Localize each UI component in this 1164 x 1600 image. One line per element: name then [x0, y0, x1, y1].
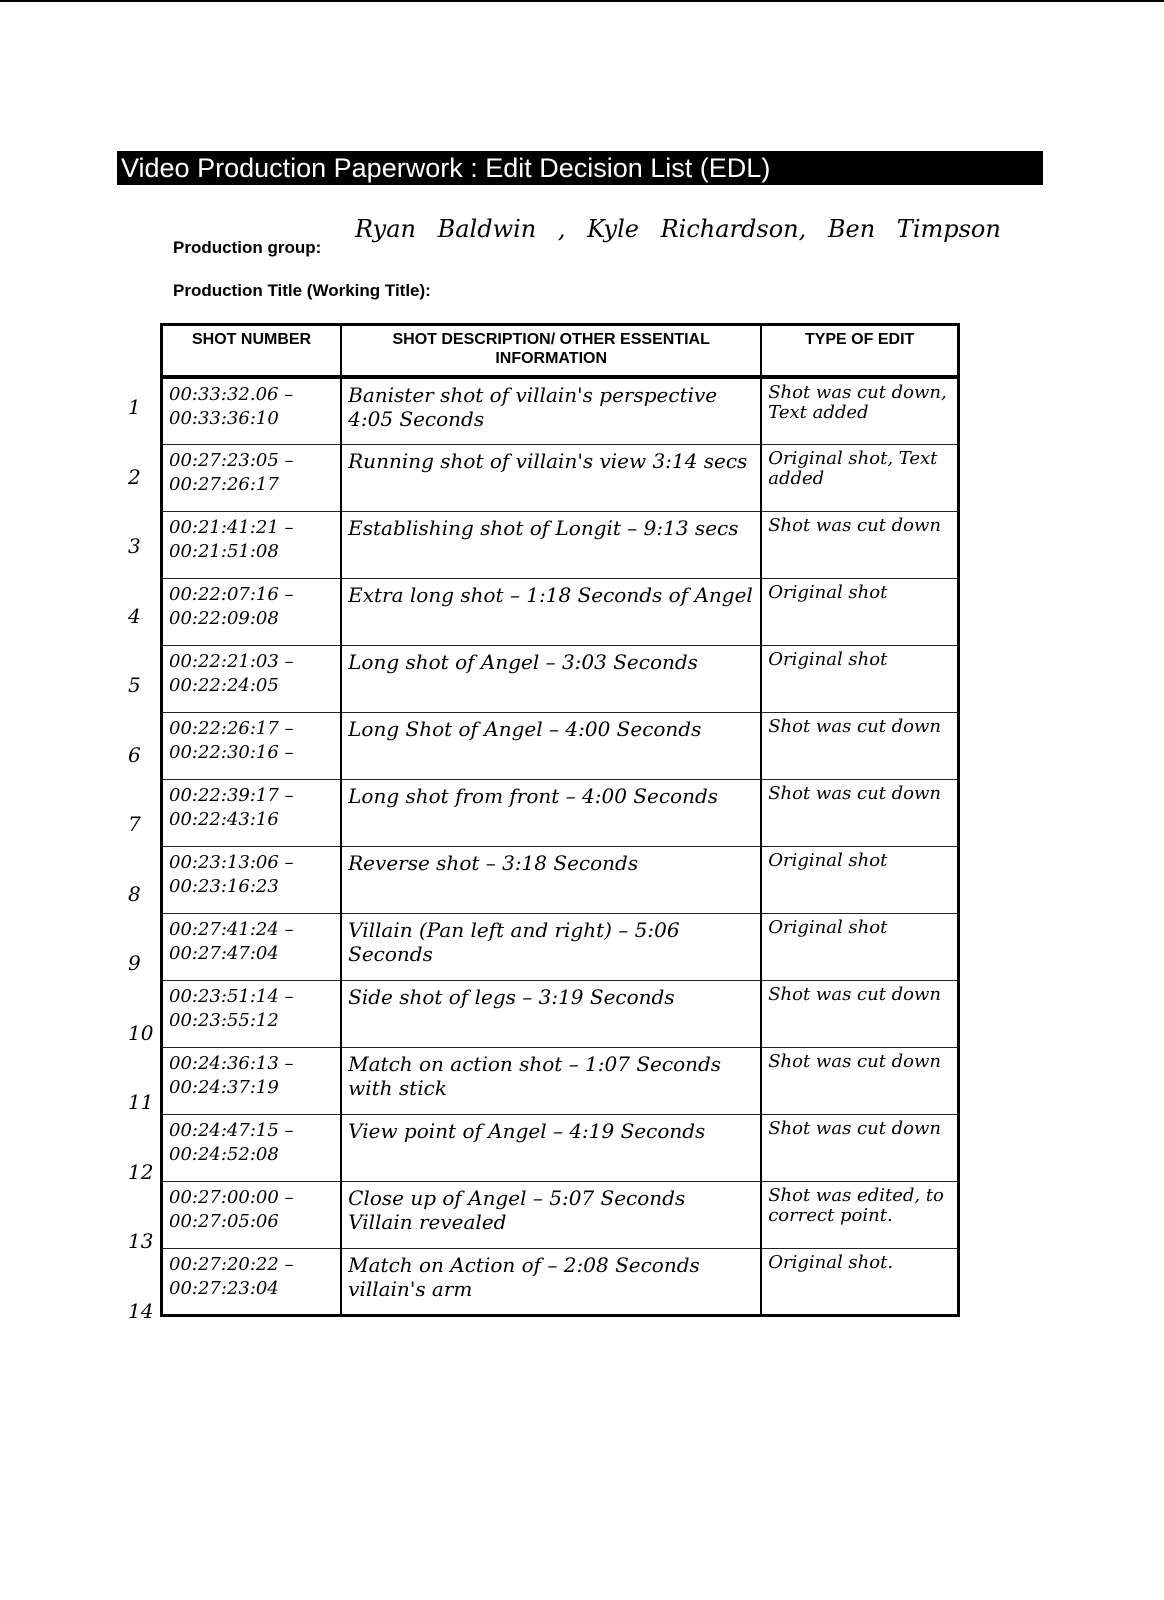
table-row — [162, 712, 959, 779]
row-number: 1 — [128, 395, 141, 419]
table-row — [162, 1114, 959, 1181]
table-row — [162, 578, 959, 645]
row-number: 12 — [128, 1159, 154, 1184]
description-cell: Banister shot of villain's perspective 4:05 Seconds — [341, 377, 761, 444]
timecode-cell: 00:33:32.06 – 00:33:36:10 — [162, 377, 342, 444]
edit-type-cell: Shot was cut down — [761, 511, 958, 578]
document-title: Video Production Paperwork : Edit Decision List (EDL) — [117, 151, 1043, 185]
description-cell: Long Shot of Angel – 4:00 Seconds — [341, 712, 761, 779]
scan-edge-line — [0, 0, 1164, 2]
edit-type-cell: Original shot — [761, 578, 958, 645]
timecode-cell: 00:27:23:05 – 00:27:26:17 — [162, 444, 342, 511]
edit-type-cell: Shot was cut down — [761, 1047, 958, 1114]
table-row — [162, 1047, 959, 1114]
production-title-label: Production Title (Working Title): — [173, 281, 431, 300]
description-cell: Match on Action of – 2:08 Seconds villain's arm — [341, 1248, 761, 1315]
description-cell: Side shot of legs – 3:19 Seconds — [341, 980, 761, 1047]
timecode-cell: 00:23:13:06 – 00:23:16:23 — [162, 846, 342, 913]
row-number: 7 — [128, 812, 141, 836]
row-number: 13 — [128, 1229, 154, 1253]
header-shot-number: SHOT NUMBER — [162, 325, 342, 378]
table-row — [162, 779, 959, 846]
timecode-cell: 00:27:41:24 – 00:27:47:04 — [162, 913, 342, 980]
table-row — [162, 913, 959, 980]
table-row — [162, 1248, 959, 1315]
table-row — [162, 980, 959, 1047]
edit-type-cell: Shot was cut down — [761, 779, 958, 846]
header-type-of-edit: TYPE OF EDIT — [761, 325, 958, 378]
table-row — [162, 1181, 959, 1248]
description-cell: Extra long shot – 1:18 Seconds of Angel — [341, 578, 761, 645]
timecode-cell: 00:24:36:13 – 00:24:37:19 — [162, 1047, 342, 1114]
timecode-cell: 00:23:51:14 – 00:23:55:12 — [162, 980, 342, 1047]
table-row — [162, 645, 959, 712]
edit-type-cell: Shot was cut down — [761, 980, 958, 1047]
table-row — [162, 846, 959, 913]
table-header-row — [162, 325, 959, 378]
description-cell: Running shot of villain's view 3:14 secs — [341, 444, 761, 511]
table-row — [162, 377, 959, 444]
row-number: 9 — [128, 951, 141, 975]
edit-type-cell: Shot was edited, to correct point. — [761, 1181, 958, 1248]
edit-type-cell: Shot was cut down — [761, 712, 958, 779]
timecode-cell: 00:22:39:17 – 00:22:43:16 — [162, 779, 342, 846]
row-number: 6 — [128, 742, 141, 767]
description-cell: View point of Angel – 4:19 Seconds — [341, 1114, 761, 1181]
row-number: 3 — [128, 534, 141, 558]
edl-table — [160, 323, 960, 1317]
production-group-label: Production group: — [173, 238, 322, 257]
timecode-cell: 00:27:00:00 – 00:27:05:06 — [162, 1181, 342, 1248]
description-cell: Reverse shot – 3:18 Seconds — [341, 846, 761, 913]
row-number: 14 — [128, 1298, 154, 1323]
timecode-cell: 00:22:26:17 – 00:22:30:16 – — [162, 712, 342, 779]
timecode-cell: 00:21:41:21 – 00:21:51:08 — [162, 511, 342, 578]
description-cell: Villain (Pan left and right) – 5:06 Seconds — [341, 913, 761, 980]
header-shot-description: SHOT DESCRIPTION/ OTHER ESSENTIAL INFORMATION — [341, 325, 761, 378]
description-cell: Match on action shot – 1:07 Seconds with stick — [341, 1047, 761, 1114]
production-group-value: Ryan Baldwin , Kyle Richardson, Ben Timpson — [355, 215, 1001, 243]
edit-type-cell: Original shot. — [761, 1248, 958, 1315]
edit-type-cell: Original shot, Text added — [761, 444, 958, 511]
description-cell: Establishing shot of Longit – 9:13 secs — [341, 511, 761, 578]
timecode-cell: 00:22:21:03 – 00:22:24:05 — [162, 645, 342, 712]
description-cell: Close up of Angel – 5:07 Seconds Villain revealed — [341, 1181, 761, 1248]
timecode-cell: 00:27:20:22 – 00:27:23:04 — [162, 1248, 342, 1315]
row-number: 2 — [128, 464, 141, 489]
row-number: 4 — [128, 603, 141, 628]
edit-type-cell: Original shot — [761, 913, 958, 980]
description-cell: Long shot of Angel – 3:03 Seconds — [341, 645, 761, 712]
row-number: 11 — [128, 1090, 154, 1114]
timecode-cell: 00:22:07:16 – 00:22:09:08 — [162, 578, 342, 645]
timecode-cell: 00:24:47:15 – 00:24:52:08 — [162, 1114, 342, 1181]
description-cell: Long shot from front – 4:00 Seconds — [341, 779, 761, 846]
row-number: 5 — [128, 673, 141, 697]
table-row — [162, 444, 959, 511]
edit-type-cell: Shot was cut down, Text added — [761, 377, 958, 444]
table-row — [162, 511, 959, 578]
row-number: 10 — [128, 1020, 154, 1045]
edit-type-cell: Original shot — [761, 846, 958, 913]
row-number: 8 — [128, 881, 141, 906]
edit-type-cell: Original shot — [761, 645, 958, 712]
edit-type-cell: Shot was cut down — [761, 1114, 958, 1181]
